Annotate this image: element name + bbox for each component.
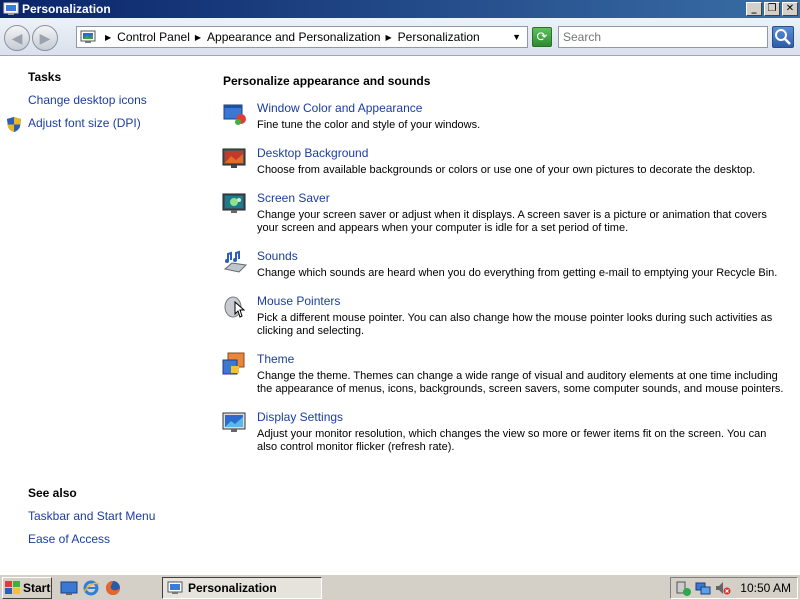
taskbar-personalization-button[interactable] [162,577,322,599]
mouse-pointers-link[interactable]: Mouse Pointers [257,294,341,308]
firefox-icon[interactable] [104,579,122,597]
ease-of-access-link[interactable]: Ease of Access [28,532,111,546]
tasks-heading: Tasks [28,70,62,84]
clock[interactable]: 10:50 AM [740,581,791,595]
chevron-right-icon[interactable]: ▶ [385,32,392,42]
start-button[interactable] [2,577,52,599]
volume-muted-icon[interactable] [715,580,731,596]
window-color-icon[interactable] [222,101,248,127]
window-title: Personalization [22,2,111,16]
uac-shield-icon [6,116,22,133]
breadcrumb-appearance-personalization[interactable]: Appearance and Personalization [207,30,381,44]
item-description: Fine tune the color and style of your windows. [257,119,481,131]
control-panel-icon [80,29,96,45]
mouse-pointer-icon[interactable] [222,294,248,320]
network-icon[interactable] [695,580,711,596]
back-button[interactable] [4,25,30,51]
adjust-font-size-link[interactable]: Adjust font size (DPI) [28,116,141,130]
task-pane [0,57,210,572]
sounds-icon[interactable] [222,249,248,275]
item-description: Pick a different mouse pointer. You can also change how the mouse pointer looks during such activities as clicking and selecting. [257,312,773,337]
display-settings-icon[interactable] [222,410,248,436]
minimize-button[interactable]: _ [746,2,762,16]
forward-arrow-icon: ▶ [39,30,51,46]
display-settings-link[interactable]: Display Settings [257,410,344,424]
desktop-background-icon[interactable] [222,146,248,172]
screen-saver-link[interactable]: Screen Saver [257,191,330,205]
back-arrow-icon: ◀ [11,30,23,46]
chevron-right-icon[interactable]: ▶ [105,32,112,42]
theme-link[interactable]: Theme [257,352,295,366]
security-center-icon[interactable] [675,580,691,596]
change-desktop-icons-link[interactable]: Change desktop icons [28,93,147,107]
search-input[interactable] [558,26,768,48]
maximize-button[interactable]: ❐ [764,2,780,16]
window-color-appearance-link[interactable]: Window Color and Appearance [257,101,423,115]
system-tray [670,577,798,599]
taskbar-start-menu-link[interactable]: Taskbar and Start Menu [28,509,156,523]
search-icon [773,27,793,47]
address-bar [0,18,800,56]
refresh-button[interactable] [532,27,552,47]
show-desktop-icon[interactable] [60,579,78,597]
page-title: Personalize appearance and sounds [223,74,431,88]
chevron-down-icon[interactable]: ▼ [512,32,521,42]
desktop-background-link[interactable]: Desktop Background [257,146,369,160]
item-description: Adjust your monitor resolution, which changes the view so more or fewer items fit on the screen. You can also control monitor flicker (refresh rate). [257,428,767,453]
breadcrumb-personalization[interactable]: Personalization [397,30,480,44]
title-bar[interactable] [0,0,800,18]
item-description: Change your screen saver or adjust when it displays. A screen saver is a picture or animation that covers your screen and appears when your computer is idle for a set period of time. [257,209,767,234]
start-label: Start [23,581,51,595]
screen-saver-icon[interactable] [222,191,248,217]
forward-button[interactable] [32,25,58,51]
item-description: Choose from available backgrounds or colors or use one of your own pictures to decorate the desktop. [257,164,756,176]
item-description: Change which sounds are heard when you do everything from getting e-mail to emptying your Recycle Bin. [257,267,778,279]
close-button[interactable]: ✕ [782,2,798,16]
chevron-right-icon[interactable]: ▶ [194,32,202,42]
personalization-window-icon [167,581,183,595]
see-also-heading: See also [28,486,77,500]
sounds-link[interactable]: Sounds [257,249,298,263]
windows-logo-icon [5,581,21,595]
taskbar [0,574,800,600]
breadcrumb-control-panel[interactable]: Control Panel [117,30,190,44]
search-button[interactable] [772,26,794,48]
refresh-icon: ⟳ [536,29,548,44]
breadcrumb[interactable] [76,26,528,48]
personalization-window-icon [3,2,19,16]
taskbar-item-label: Personalization [188,581,277,595]
internet-explorer-icon[interactable] [82,579,100,597]
theme-icon[interactable] [222,352,248,378]
item-description: Change the theme. Themes can change a wide range of visual and auditory elements at one time including the appearance of menus, icons, backgrounds, screen savers, some computer sounds, and mouse pointers. [257,370,784,395]
